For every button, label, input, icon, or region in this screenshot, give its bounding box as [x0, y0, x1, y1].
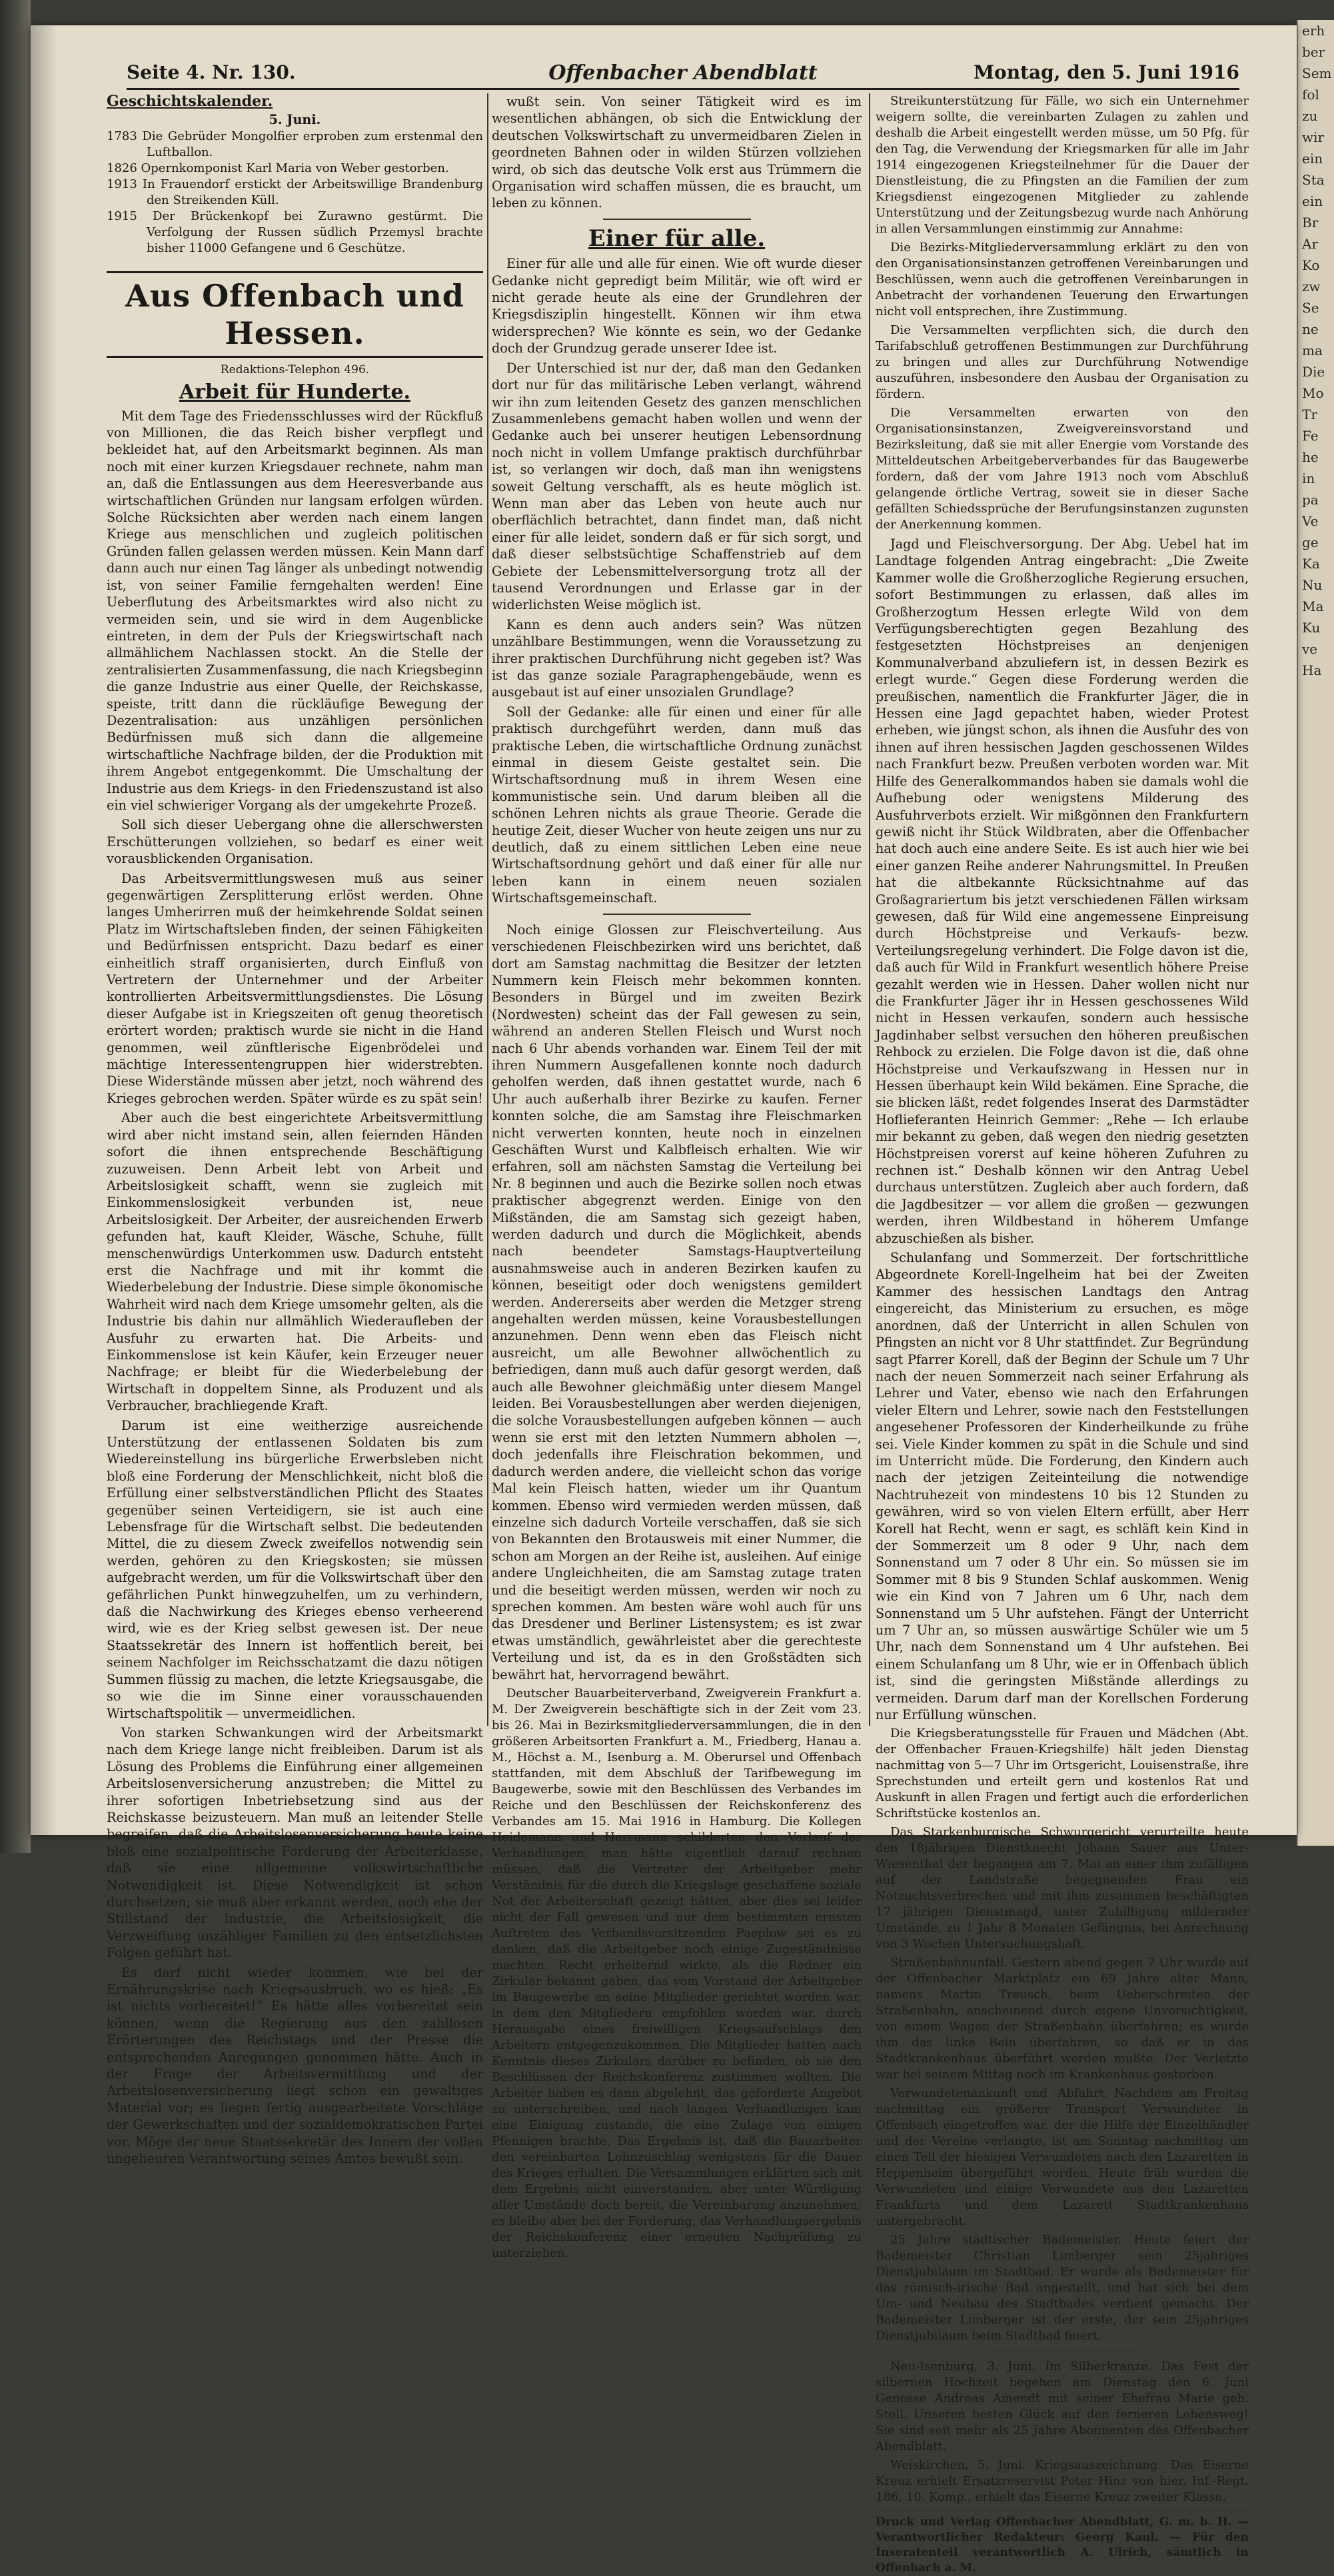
paragraph: Die Versammelten verpflichten sich, die durch den Tarifabschluß getroffenen Bestimmungen zur Durchführung zu bringen und alles zur Durchführung Notwendige auszuführen, insbesondere den Ausbau der Organisation zu fördern.	[876, 323, 1249, 401]
paragraph: Darum ist eine weitherzige ausreichende Unterstützung der entlassenen Soldaten bis zum Wiedereinstellung ins bürgerliche Erwerbsleben nicht bloß eine Forderung der Menschlichkeit, nicht bloß die Erfüllung einer selbstverständlichen Pflicht des Staates gegenüber seinen Verteidigern, sie ist auch eine Lebensfrage für die Wirtschaft selbst. Die bedeutenden Mittel, die zu diesem Zweck zweifellos notwendig sein werden, gehören zu den Kriegskosten; sie müssen aufgebracht werden, um für die Volkswirtschaft über den gefährlichen Punkt hinwegzuhelfen, um zu verhindern, daß die Nachwirkung des Krieges ebenso verheerend wird, wie es der Krieg selbst gewesen ist. Der neue Staatssekretär des Innern ist hoffentlich bereit, bei seinem Nachfolger im Reichsschatzamt die dazu nötigen Summen flüssig zu machen, die letzte Kriegsausgabe, die so wie die im Sinne einer vorausschauenden Wirtschaftspolitik — unvermeidlichen.	[107, 1417, 483, 1721]
adjacent-page-fragment: wir	[1302, 129, 1325, 145]
adjacent-page-fragment: ein	[1302, 193, 1323, 209]
adjacent-page-fragment: Ku	[1302, 620, 1321, 636]
paragraph: Von starken Schwankungen wird der Arbeitsmarkt nach dem Kriege lange nicht freibleiben. Darum ist als Lösung des Problems die Einführung einer allgemeinen Arbeitslosenversicherung anzustreben; die Mittel zu ihrer sofortigen Inbetriebsetzung sind aus der Reichskasse beizusteuern. Man muß an leitender Stelle begreifen, daß die Arbeitslosenversicherung heute keine bloß eine sozialpolitische Forderung der Arbeiterklasse, daß sie eine allgemeine volkswirtschaftliche Notwendigkeit ist. Diese Notwendigkeit ist schon durchsetzen; sie muß aber erkannt werden, noch ehe der Stillstand der Industrie, die Arbeitslosigkeit, die Verzweiflung unzähliger Familien zu den entsetzlichsten Folgen geführt hat.	[107, 1724, 483, 1961]
adjacent-page-fragment: ne	[1302, 321, 1319, 337]
adjacent-page-fragment: ma	[1302, 342, 1323, 358]
adjacent-page-fragment: ber	[1302, 44, 1325, 60]
history-calendar	[107, 93, 483, 257]
paragraph: Soll der Gedanke: alle für einen und einer für alle praktisch durchgeführt werden, dann muß das praktische Leben, die wirtschaftliche Ordnung zunächst einmal in diesem Geiste gestaltet sein. Die Wirtschaftsordnung muß in ihrem Wesen eine kommunistische sein. Und darum bleiben all die schönen Lehren nichts als graue Theorie. Gerade die heutige Zeit, dieser Wucher von heute zeigen uns nur zu deutlich, daß zu einem sittlichen Leben eine neue Wirtschaftsordnung gehört und daß einer für alle nur leben kann in einem neuen sozialen Wirtschaftsgemeinschaft.	[492, 704, 862, 906]
adjacent-page-fragment: Die	[1302, 364, 1325, 380]
paragraph: Kann es denn auch anders sein? Was nützen unzählbare Bestimmungen, wenn die Voraussetzung zu ihrer praktischen Durchführung nicht gegeben ist? Was ist das ganze soziale Paragraphengebäude, wenn es ausgebaut ist auf einer unsozialen Grundlage?	[492, 616, 862, 700]
paragraph: Es darf nicht wieder kommen, wie bei der Ernährungskrise nach Kriegsausbruch, wo es hieß: „Es ist nichts vorbereitet!“ Es hätte alles vorbereitet sein können, wenn die Regierung aus den zahllosen Erörterungen des Reichstags und der Presse die entsprechenden Anregungen genommen hätte. Auch in der Frage der Arbeitsvermittlung und der Arbeitslosenversicherung liegt schon ein gewaltiges Material vor; es liegen fertig ausgearbeitete Vorschläge der Gewerkschaften und der sozialdemokratischen Partei vor. Möge der neue Staatssekretär des Innern der vollen ungeheuren Verantwortung seines Amtes bewußt sein.	[107, 1964, 483, 2167]
adjacent-page-fragment: Mo	[1302, 385, 1324, 401]
paragraph: Noch einige Glossen zur Fleischverteilung. Aus verschiedenen Fleischbezirken wird uns berichtet, daß dort am Samstag nachmittag die Besitzer der letzten Nummern kein Fleisch mehr bekommen konnten. Besonders in Bürgel und im zweiten Bezirk (Nordwesten) scheint das der Fall gewesen zu sein, während an anderen Stellen Fleisch und Wurst noch nach 6 Uhr abends vorhanden war. Einem Teil der mit ihren Nummern Ausgefallenen konnte noch dadurch geholfen werden, daß ihnen gestattet wurde, nach 6 Uhr auch außerhalb ihrer Bezirke zu kaufen. Ferner konnten solche, die am Samstag ihre Fleischmarken nicht verwerten konnten, heute noch in einzelnen Geschäften Wurst und Kalbfleisch erhalten. Wie wir erfahren, soll am nächsten Samstag die Verteilung bei Nr. 8 beginnen und auch die Bezirke sollen noch etwas praktischer abgegrenzt werden. Einige von den Mißständen, die am Samstag sich gezeigt haben, werden dadurch und durch die Möglichkeit, abends nach beendeter Samstags-Hauptverteilung ausnahmsweise auch in anderen Bezirken kaufen zu können, beseitigt oder doch wenigstens gemildert werden. Andererseits aber werden die Metzger streng angehalten werden müssen, keine Vorausbestellungen anzunehmen. Denn wenn eben das Fleisch nicht ausreicht, um alle Bewohner allwöchentlich zu befriedigen, dann muß auch dafür gesorgt werden, daß auch alle Bewohner gleichmäßig unter diesem Mangel leiden. Bei Vorausbestellungen aber werden diejenigen, die solche Vorausbestellungen aufgeben können — auch wenn sie erst mit den letzten Nummern abholen —, doch jedenfalls ihre Fleischration bekommen, und dadurch werden andere, die vielleicht schon das vorige Mal kein Fleisch hatten, wieder um ihr Quantum kommen. Ebenso wird vermieden werden müssen, daß einzelne sich dadurch Vorteile verschaffen, daß sie sich von Bekannten den Brotausweis mit einer Nummer, die schon am Morgen an der Reihe ist, ausleihen. Auf einige andere Ungleichheiten, die am Samstag zutage traten und die beseitigt werden müssen, werden wir noch zu sprechen kommen. Am besten wäre wohl auch für uns das Dresdener und Berliner Listensystem; es ist zwar etwas umständlich, gewährleistet aber die gerechteste Verteilung und ist, da es in den Großstädten sich bewährt hat, hervorragend bewährt.	[492, 922, 862, 1682]
paragraph: Das Arbeitsvermittlungswesen muß aus seiner gegenwärtigen Zersplitterung erlöst werden. Ohne langes Umherirren muß der heimkehrende Soldat seinen Platz im Wirtschaftsleben finden, der seinen Fähigkeiten und Bedürfnissen entspricht. Dazu bedarf es einer einheitlich straff organisierten, durch Einfluß von Vertretern der Unternehmer und der Arbeiter kontrollierten Arbeitsvermittlungsdienstes. Die Lösung dieser Aufgabe ist in Kriegszeiten oft genug theoretisch erörtert worden; praktisch wurde sie nicht in die Hand genommen, weil zünftlerische Eigenbrödelei und mächtige Interessentengruppen hier widerstrebten. Diese Widerstände müssen aber jetzt, noch während des Krieges gebrochen werden. Später würde es zu spät sein!	[107, 870, 483, 1106]
adjacent-page-fragment: ein	[1302, 151, 1323, 167]
adjacent-page-fragment: ve	[1302, 641, 1318, 657]
issue-date: Montag, den 5. Juni 1916	[974, 61, 1239, 83]
paragraph: Die Versammelten erwarten von den Organisationsinstanzen, Zweigvereinsvorstand und Bezirksleitung, daß sie mit aller Energie vom Vorstande des Mitteldeutschen Arbeitgeberverbandes für das Baugewerbe fordern, daß der vom Jahre 1913 noch vom Abschluß gelangende örtliche Vertrag, soweit sie in dieser Sache gefällten Schiedssprüche der Berufungsinstanzen zugunsten der Anerkennung kommen.	[876, 406, 1249, 532]
adjacent-page-fragment: Ka	[1302, 556, 1320, 572]
separator	[603, 914, 751, 915]
paragraph: Der Unterschied ist nur der, daß man den Gedanken dort nur für das militärische Leben verlangt, während wir ihn zum leitenden Gesetz des ganzen menschlichen Zusammenlebens gemacht haben wollen und wenn der Gedanke auch bei unserer heutigen Lebensordnung noch nicht in vollem Umfange praktisch durchführbar ist, so verlangen wir doch, daß man ihn wenigstens soweit Geltung verschafft, als es heute möglich ist. Wenn man aber das Leben von heute auch nur oberflächlich betrachtet, dann findet man, daß nicht einer für alle leidet, sondern daß er für sich sorgt, und daß dieser selbstsüchtige Schaffenstrieb auf dem Gebiete der Lebensmittelversorgung trotz all der tausend Verordnungen und Erlasse gar in der widerlichsten Weise möglich ist.	[492, 360, 862, 613]
adjacent-page-fragment: Sta	[1302, 172, 1325, 188]
column-rule	[869, 93, 870, 1726]
adjacent-page-fragment: Ko	[1302, 257, 1320, 273]
paragraph: 25 Jahre städtischer Bademeister. Heute feiert der Bademeister Christian Limberger sein 25jähriges Dienstjubiläum im Stadtbad. Er wurde als Bademeister für das römisch-irische Bad angestellt, und hat sich bei dem Um- und Neubau des Stadtbades verdient gemacht. Der Bademeister Limberger ist der erste, der sein 25jähriges Dienstjubiläum beim Stadtbad feiert.	[876, 2233, 1249, 2343]
paragraph: Streikunterstützung für Fälle, wo sich ein Unternehmer weigern sollte, die vereinbarten Zulagen zu zahlen und deshalb die Arbeit eingestellt werden müsse, um 50 Pfg. für den Tag, die Verwendung der Kriegsmarken für alle im Jahr 1914 eingezogenen Kriegsteilnehmer für die Dauer der Dienstleistung, die zu Pfingsten an die Familien der zum Kriegsdienst eingezogenen Mitglieder zu zahlende Unterstützung und der Zeitungsbezug wurde nach Anhörung in allen Versammlungen einstimmig zur Annahme:	[876, 94, 1249, 236]
adjacent-page-fragment: zw	[1302, 279, 1321, 295]
adjacent-page-fragment: zu	[1302, 108, 1318, 124]
paragraph: Deutscher Bauarbeiterverband, Zweigverein Frankfurt a. M. Der Zweigverein beschäftigte sich in der Zeit vom 23. bis 26. Mai in Bezirksmitgliederversammlungen, die in den größeren Arbeitsorten Frankfurt a. M., Friedberg, Hanau a. M., Höchst a. M., Isenburg a. M. Oberursel und Offenbach stattfanden, mit dem Abschluß der Tarifbewegung im Baugewerbe, sowie mit den Beschlüssen des Verbandes im Reiche und den Beschlüssen der Reichskonferenz des Verbandes am 15. Mai 1916 in Hamburg. Die Kollegen Heidemann und Herrmann schilderten den Verlauf der Verhandlungen; man hätte eigentlich darauf rechnen müssen, daß die Vertreter der Arbeitgeber mehr Verständnis für die durch die Kriegslage geschaffene soziale Not der Arbeiterschaft gezeigt hätten, aber dies sei leider nicht der Fall gewesen und nur dem bestimmten ernsten Auftreten des Verbandsvorsitzenden Paeplow sei es zu danken, daß die Arbeitgeber noch einige Zugeständnisse machten. Recht erheiternd wirkte, als die Redner ein Zirkular bekannt gaben, das vom Vorstand der Arbeitgeber im Baugewerbe an seine Mitglieder gerichtet worden war, in dem den Mitgliedern empfohlen worden war, durch Herausgabe eines freiwilligen Kriegsaufschlags den Arbeitern entgegenzukommen. Die Mitglieder hatten nach Kenntnis dieses Zirkulars darüber zu befinden, ob sie den Beschlüssen der Reichskonferenz zustimmen wollten. Die Arbeiter haben es dann abgelehnt, das geforderte Angebot zu unterschreiben, und nach langen Verhandlungen kam eine Einigung zustande, die eine Zulage von einigen Pfennigen brachte. Das Ergebnis ist, daß die Bauarbeiter den vereinbarten Lohnzuschlag wenigstens für die Dauer des Krieges erhalten. Die Versammlungen erklärten sich mit dem Ergebnis nicht einverstanden, aber unter Würdigung aller Umstände doch bereit, die Vereinbarung anzunehmen; es bleibe aber bei der Forderung, das Verhandlungsergebnis der Reichskonferenz einer erneuten Nachprüfung zu unterziehen.	[492, 1686, 862, 2260]
section-telephone: Redaktions-Telephon 496.	[220, 362, 370, 376]
adjacent-page-fragment: Sem	[1302, 65, 1332, 81]
calendar-entry: 1915 Der Brückenkopf bei Zurawno gestürmt. Die Verfolgung der Russen südlich Przemysl brachte bisher 11000 Gefangene und 6 Geschütze.	[107, 209, 483, 255]
adjacent-page-fragment: Nu	[1302, 577, 1323, 593]
adjacent-page-fragment: Ar	[1302, 236, 1319, 252]
column-2	[492, 93, 862, 2260]
article-body	[107, 408, 483, 2168]
column-rule	[487, 93, 488, 1726]
adjacent-page-fragment: erh	[1302, 23, 1325, 39]
adjacent-page-fragment: ge	[1302, 534, 1319, 550]
calendar-title: Geschichtskalender.	[107, 93, 273, 110]
adjacent-page-fragment: Br	[1302, 215, 1319, 231]
paragraph: Verwundetenankunft und -Abfahrt. Nachdem am Freitag nachmittag ein größerer Transport Verwundeter in Offenbach eingetroffen war, der die Hilfe der Einzelhändler und der Vereine verlangte, ist am Sonntag nachmittag um einen Teil der hiesigen Verwundeten nach den Lazaretten in Heppenheim übergeführt worden. Heute früh wurden die Verwundeten und einige Verwundete aus den Lazaretten Frankfurts und dem Lazarett Stadtkrankenhaus untergebracht.	[876, 2086, 1249, 2229]
adjacent-page-fragment: Fe	[1302, 428, 1319, 444]
paragraph: Einer für alle und alle für einen. Wie oft wurde dieser Gedanke nicht gepredigt beim Militär, wie oft wird er nicht gerade heute als eine der Grundlehren der Kriegsdisziplin hingestellt. Können wir ihm etwa widersprechen? Wie könnte es sein, wo der Gedanke doch der Grundzug gerade unserer Idee ist.	[492, 256, 862, 356]
calendar-entry: 1826 Opernkomponist Karl Maria von Weber gestorben.	[107, 161, 449, 175]
paragraph: Mit dem Tage des Friedensschlusses wird der Rückfluß von Millionen, die das Reich bisher verpflegt und bekleidet hat, auf den Arbeitsmarkt beginnen. Als man noch mit einer kurzen Kriegsdauer rechnete, nahm man an, daß die Entlassungen aus dem Heeresverbande aus wirtschaftlichen Gründen nur langsam erfolgen würden. Solche Rücksichten aber werden nach einem langen Kriege aus menschlichen und zugleich politischen Gründen fallen gelassen werden müssen. Kein Mann darf dann auch nur einen Tag länger als unbedingt notwendig ist, von seiner Familie ferngehalten werden! Eine Ueberflutung des Arbeitsmarktes wird also nicht zu vermeiden sein, und sie wird in dem Augenblicke eintreten, in dem der Puls der Kriegswirtschaft nach allmählichem Nachlassen stockt. An die Stelle der zentralisierten Zusammenfassung, die nach Kriegsbeginn die ganze Industrie aus einer Quelle, der Reichskasse, speiste, tritt dann die rückläufige Bewegung der Dezentralisation: aus unzähligen persönlichen Bedürfnissen muß sich dann die allgemeine wirtschaftliche Nachfrage bilden, der die Produktion mit ihrem Angebot entgegenkommt. Die Umschaltung der Industrie aus dem Kriegs- in den Friedenszustand ist also ein viel schwieriger Vorgang als der umgekehrte Prozeß.	[107, 408, 483, 813]
paragraph: Aber auch die best eingerichtete Arbeitsvermittlung wird aber nicht imstand sein, allen feiernden Händen sofort die ihnen entsprechende Beschäftigung zuzuweisen. Denn Arbeit lebt von Arbeit und Arbeitslosigkeit schafft, wenn sie zugleich mit Einkommenslosigkeit verbunden ist, neue Arbeitslosigkeit. Der Arbeiter, der ausreichenden Erwerb gefunden hat, kauft Kleider, Wäsche, Schuhe, füllt menschenwürdigs Unterkommen usw. Dadurch entsteht erst die Nachfrage und mit ihr kommt die Wiederbelebung der Industrie. Diese simple ökonomische Wahrheit wird nach dem Kriege umsomehr gelten, als die Industrie bis dahin nur allmählich Wiederaufleben der Ausfuhr zu erwarten hat. Die Arbeits- und Einkommenslose ist kein Käufer, kein Erzeuger neuer Nachfrage; er bleibt für die Wiederbelebung der Wirtschaft in doppeltem Sinne, als Produzent und als Verbraucher, brachliegende Kraft.	[107, 1110, 483, 1414]
adjacent-page-fragment: Ma	[1302, 598, 1324, 614]
paragraph: Neu-Isenburg, 3. Juni. Im Silberkranze. Das Fest der silbernen Hochzeit begehen am Dienstag den 6. Juni Genosse Andreas Amendt mit seiner Ehefrau Marie geb. Stoll. Unseren besten Glück auf den ferneren Lebensweg! Sie sind seit mehr als 25 Jahre Abonnenten des Offenbacher Abendblatt.	[876, 2359, 1249, 2454]
paragraph: Straßenbahnunfall. Gestern abend gegen 7 Uhr wurde auf der Offenbacher Marktplatz ein 69 Jahre alter Mann, namens Martin Treusch, beim Ueberschreiten der Straßenbahn, anscheinend durch eigene Unvorsichtigkeit, von einem Wagen der Straßenbahn überfahren; es wurde ihm das linke Bein überfahren, so daß er in das Stadtkrankenhaus überführt werden mußte. Der Verletzte war bei seinem Mittag noch im Krankenhaus gestorben.	[876, 1956, 1249, 2082]
column-3	[876, 93, 1249, 2575]
imprint: Druck und Verlag Offenbacher Abendblatt, G. m. b. H. — Verantwortlicher Redakteur: Georg Kaul. — Für den Inseratenteil verantwortlich A. Ulrich, sämtlich in Offenbach a. M.	[876, 2511, 1249, 2576]
paragraph: wußt sein. Von seiner Tätigkeit wird es im wesentlichen abhängen, ob sich die Entwicklung der deutschen Volkswirtschaft zu unvermeidbaren Zielen in geordneten Bahnen oder in wilden Stürzen vollziehen wird, ob sich das deutsche Volk erst aus Trümmern die Organisation wird schaffen müssen, die es braucht, um leben zu können.	[492, 94, 862, 211]
paragraph: Das Starkenburgische Schwurgericht verurteilte heute den 18jährigen Dienstknecht Johann Sauer aus Unter-Wiesenthal der begangen am 7. Mai an einer ihm zufälligen auf der Landstraße begegnenden Frau ein Notzuchtsverbrechen und mit ihm zusammen beschäftigten 17 jährigen Dienstmagd, unter Zubilligung mildernder Umstände, zu 1 Jahr 8 Monaten Gefängnis, bei Anrechnung von 3 Wochen Untersuchungshaft.	[876, 1825, 1249, 1952]
paragraph: Die Kriegsberatungsstelle für Frauen und Mädchen (Abt. der Offenbacher Frauen-Kriegshilfe) hält jeden Dienstag nachmittag von 5—7 Uhr im Ortsgericht, Louisenstraße, ihre Sprechstunden und erteilt gern und kostenlos Rat und Auskunft in allen Fragen und fertigt auch die erforderlichen Schriftstücke kostenlos an.	[876, 1726, 1249, 1821]
paragraph: Schulanfang und Sommerzeit. Der fortschrittliche Abgeordnete Korell-Ingelheim hat bei der Zweiten Kammer des hessischen Landtags den Antrag eingereicht, das Ministerium zu ersuchen, es möge anordnen, daß der Unterricht in allen Schulen von Pfingsten an nicht vor 8 Uhr stattfindet. Zur Begründung sagt Pfarrer Korell, daß der Beginn der Schule um 7 Uhr nach der neuen Sommerzeit nach seiner Erfahrung als Lehrer und Vater, ebenso wie nach den Erfahrungen vieler Eltern und Lehrer, sowie nach den Feststellungen angesehener Professoren der Kinderheilkunde zu frühe sei. Viele Kinder kommen zu spät in die Schule und sind im Unterricht müde. Die Forderung, den Kindern auch nach der jetzigen Zeiteinteilung die notwendige Nachtruhezeit von mindestens 10 bis 12 Stunden zu gewähren, wird so von vielen Eltern erfüllt, aber Herr Korell hat Recht, wenn er sagt, es schläft kein Kind in der Sommerzeit um 8 oder 9 Uhr, nach dem Sonnenstand um 7 oder 8 Uhr ein. So müssen sie im Sommer mit 8 bis 9 Stunden Schlaf auskommen. Wenig wie ein Kind von 7 Jahren um 6 Uhr, nach dem Sonnenstand um 5 Uhr aufstehen. Fängt der Unterricht um 7 Uhr an, so müssen auswärtige Schüler wie um 5 Uhr, nach dem Sonnenstand um 4 Uhr aufstehen. Bei einem Schulanfang um 8 Uhr, wie er in Offenbach üblich ist, sind die geringsten Mißstände allerdings zu vermeiden. Darum darf man der Korellschen Forderung nur Erfüllung wünschen.	[876, 1250, 1249, 1723]
adjacent-page-fragment: in	[1302, 470, 1315, 486]
calendar-entry: 1913 In Frauendorf erstickt der Arbeitswillige Brandenburg den Streikenden Küll.	[107, 177, 483, 207]
page-number: Seite 4. Nr. 130.	[127, 61, 296, 83]
separator	[988, 2351, 1137, 2352]
adjacent-page-fragment: Tr	[1302, 406, 1317, 422]
adjacent-page-fragment: Se	[1302, 300, 1319, 316]
book-spine	[0, 0, 31, 1853]
section-title: Aus Offenbach und Hessen.	[107, 271, 483, 358]
paragraph: Die Bezirks-Mitgliederversammlung erklärt zu den von den Organisationsinstanzen getroffenen Vereinbarungen und Beschlüssen, wenn auch die getroffenen Vereinbarungen in Anbetracht der vorhandenen Teuerung den Erwartungen nicht voll entsprechen, ihre Zustimmung.	[876, 241, 1249, 319]
adjacent-page-fragment: fol	[1302, 87, 1319, 103]
column-1	[107, 93, 483, 2167]
paragraph: Soll sich dieser Uebergang ohne die allerschwersten Erschütterungen vollziehen, so bedarf es einer weit vorausblickenden Organisation.	[107, 817, 483, 867]
page-fold-shadow	[31, 25, 57, 1835]
adjacent-page-fragment: he	[1302, 449, 1319, 465]
calendar-entry: 1783 Die Gebrüder Mongolfier erproben zum erstenmal den Luftballon.	[107, 129, 483, 159]
paragraph: Jagd und Fleischversorgung. Der Abg. Uebel hat im Landtage folgenden Antrag eingebracht: „Die Zweite Kammer wolle die Großherzogliche Regierung ersuchen, sofort Bestimmungen zu erlassen, daß alles im Großherzogtum Hessen erlegte Wild von dem Verfügungsberechtigten gegen Bezahlung des festgesetzten Höchstpreises an denjenigen Kommunalverband abzuliefern ist, in dessen Bezirk es erlegt wurde.“ Gegen diese Forderung werden die preußischen, namentlich die Frankfurter Jäger, die in Hessen eine Jagd gepachtet haben, wieder Protest erheben, wie jüngst schon, als ihnen die Ausfuhr des von ihnen auf ihren hessischen Jagden geschossenen Wildes nach Frankfurt bezw. Preußen verboten worden war. Mit Hilfe des Generalkommandos haben sie damals wohl die Aufhebung oder wenigstens Milderung des Ausfuhrverbots erzielt. Wir mißgönnen den Frankfurtern gewiß nicht ihr Stück Wildbraten, aber die Offenbacher hat doch auch eine andere Seite. Es ist auch hier wie bei einer ganzen Reihe anderer Nahrungsmittel. In Preußen hat die altbekannte Rücksichtnahme auf das Großagrariertum bis jetzt verschiedenen Fällen wirksam gewesen, daß für Wild eine angemessene Einpreisung durch Höchstpreise und Verkaufs- bezw. Verteilungsregelung verhindert. Die Folge davon ist die, daß auch für Wild in Frankfurt wesentlich höhere Preise gezahlt werden wie in Hessen. Daher wollen nicht nur die Frankfurter Jäger ihr in Hessen geschossenes Wild nicht in Hessen verkaufen, sondern auch hessische Jagdinhaber selbst versuchen den höheren preußischen Rehbock zu erzielen. Die Folge davon ist die, daß ohne Höchstpreise und Verkaufszwang in Hessen nur in Hessen überhaupt kein Wild bekämen. Eine Sprache, die sie blicken läßt, redet folgendes Inserat des Darmstädter Hoflieferanten Heinrich Gemmer: „Rehe — Ich erlaube mir bekannt zu geben, daß wegen den niedrig gesetzten Höchstpreisen vorerst auf keine höheren Zufuhren zu rechnen ist.“ Deshalb können wir den Antrag Uebel durchaus unterstützen. Zugleich aber auch fordern, daß die Jagdbesitzer — vor allem die großen — gezwungen werden, ihren Wildbestand in höherem Umfange abzuschießen als bisher.	[876, 536, 1249, 1246]
article-title: Einer für alle.	[588, 225, 766, 252]
paragraph: Weiskirchen, 5. Juni. Kriegsauszeichnung. Das Eiserne Kreuz erhielt Ersatzreservist Peter Hinz von hier, Inf.-Regt. 186, 10. Komp., erhielt das Eiserne Kreuz zweiter Klasse.	[876, 2458, 1249, 2505]
adjacent-page-fragment: Ve	[1302, 513, 1319, 529]
article-title: Arbeit für Hunderte.	[179, 380, 411, 404]
page-header	[127, 61, 1239, 90]
adjacent-page-fragment: Ha	[1302, 662, 1322, 678]
adjacent-page-edge	[1297, 20, 1334, 1846]
adjacent-page-fragment: pa	[1302, 492, 1319, 508]
masthead-title: Offenbacher Abendblatt	[548, 61, 818, 85]
separator	[603, 219, 751, 220]
calendar-date: 5. Juni.	[269, 112, 321, 128]
